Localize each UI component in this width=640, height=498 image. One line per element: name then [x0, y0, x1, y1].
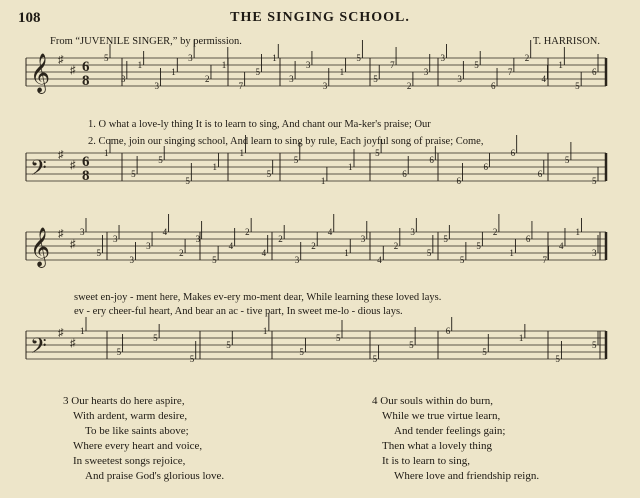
note-numeral: 5	[426, 248, 432, 258]
lyric-line-2-verse-2: ev - ery cheer-ful heart, And bear an ac - tive part, In sweet me-lo - dious lays.	[74, 306, 403, 317]
sharp-icon: ♯	[70, 238, 76, 251]
note-numeral: 6	[592, 67, 597, 77]
stanza-line: While we true virtue learn,	[382, 410, 501, 422]
note-numeral: 1	[320, 176, 326, 186]
note-numeral: 5	[482, 347, 487, 357]
sharp-icon: ♯	[70, 64, 76, 77]
note-numeral: 5	[592, 340, 597, 350]
stanza-line: With ardent, warm desire,	[73, 410, 188, 422]
note-numeral: 3	[146, 241, 151, 251]
note-numeral: 2	[204, 74, 210, 84]
note-numeral: 5	[212, 255, 217, 265]
note-numeral: 1	[339, 67, 345, 77]
note-numeral: 7	[507, 67, 513, 77]
note-numeral: 4	[377, 255, 382, 265]
note-numeral: 2	[278, 234, 283, 244]
note-numeral: 7	[390, 60, 395, 70]
note-numeral: 3	[289, 74, 294, 84]
note-numeral: 5	[131, 169, 136, 179]
note-numeral: 3	[113, 234, 118, 244]
note-numeral: 5	[443, 234, 448, 244]
note-numeral: 5	[375, 148, 380, 158]
note-numeral: 1	[509, 248, 514, 258]
note-numeral: 4	[558, 241, 564, 251]
stanza-line: Then what a lovely thing	[382, 440, 492, 452]
note-numeral: 1	[344, 248, 349, 258]
note-numeral: 5	[459, 255, 465, 265]
stanza-line: And praise God's glorious love.	[85, 470, 225, 482]
note-numeral: 4	[162, 227, 168, 237]
note-numeral: 5	[266, 169, 272, 179]
note-numeral: 1	[575, 227, 580, 237]
note-numeral: 4	[261, 248, 267, 258]
note-numeral: 5	[255, 67, 260, 77]
note-numeral: 3	[129, 255, 135, 265]
note-numeral: 5	[592, 176, 597, 186]
bass-clef-icon: 𝄢	[30, 334, 47, 364]
stanza-4	[372, 394, 539, 484]
note-numeral: 3	[410, 227, 415, 237]
note-numeral: 3	[592, 248, 597, 258]
sharp-icon: ♯	[58, 149, 64, 161]
lyric-line-2-verse-1: sweet en-joy - ment here, Makes ev-ery mo-ment dear, While learning these loved lays.	[74, 292, 442, 303]
bass-clef-icon: 𝄢	[30, 156, 47, 186]
note-numeral: 1	[221, 60, 227, 70]
note-numeral: 2	[311, 241, 316, 251]
note-numeral: 5	[474, 60, 479, 70]
note-numeral: 5	[476, 241, 481, 251]
note-numeral: 3	[294, 255, 300, 265]
note-numeral: 1	[518, 333, 524, 343]
stanza-line: Where love and friendship reign.	[394, 470, 540, 482]
note-numeral: 5	[96, 248, 102, 258]
note-numeral: 2	[179, 248, 184, 258]
note-numeral: 3	[188, 53, 193, 63]
page-number: 108	[18, 10, 41, 26]
additional-stanzas	[0, 394, 640, 494]
note-numeral: 3	[195, 234, 201, 244]
note-numeral: 4	[327, 227, 333, 237]
lyric-line-1-verse-1: 1. O what a love-ly thing It is to learn to sing, And chant our Ma-ker's praise; Our	[88, 119, 431, 130]
note-numeral: 6	[429, 155, 434, 165]
stanza-line: In sweetest songs rejoice,	[73, 455, 186, 467]
note-numeral: 1	[171, 67, 176, 77]
note-numeral: 4	[228, 241, 234, 251]
note-numeral: 6	[402, 169, 407, 179]
note-numeral: 1	[104, 148, 109, 158]
note-numeral: 5	[293, 155, 299, 165]
composer-credit: T. HARRISON.	[532, 36, 600, 47]
note-numeral: 5	[356, 53, 361, 63]
note-numeral: 5	[336, 333, 341, 343]
note-numeral: 5	[185, 176, 190, 186]
note-numeral: 3	[322, 81, 328, 91]
note-numeral: 6	[456, 176, 461, 186]
note-numeral: 5	[564, 155, 570, 165]
note-numeral: 1	[262, 326, 268, 336]
note-numeral: 6	[491, 81, 496, 91]
note-numeral: 5	[189, 354, 195, 364]
note-numeral: 5	[116, 347, 122, 357]
note-numeral: 3	[305, 60, 311, 70]
note-numeral: 3	[80, 227, 85, 237]
time-signature-top: 6	[82, 154, 90, 170]
sharp-icon: ♯	[70, 337, 76, 350]
stanza-3	[63, 394, 224, 484]
note-numeral: 1	[212, 162, 217, 172]
lyric-line-1-verse-2: 2. Come, join our singing school, And learn to sing by rule, Each joyful song of praise; Come,	[88, 136, 484, 147]
note-numeral: 3	[120, 74, 126, 84]
note-numeral: 2	[406, 81, 412, 91]
note-numeral: 3	[360, 234, 366, 244]
note-numeral: 5	[409, 340, 414, 350]
note-numeral: 2	[393, 241, 399, 251]
note-numeral: 1	[348, 162, 353, 172]
source-credit: From “JUVENILE SINGER,” by permission.	[50, 36, 242, 47]
note-numeral: 5	[226, 340, 231, 350]
note-numeral: 5	[372, 354, 378, 364]
note-numeral: 6	[537, 169, 543, 179]
note-numeral: 5	[575, 81, 580, 91]
note-numeral: 1	[80, 326, 85, 336]
sharp-icon: ♯	[58, 54, 64, 66]
note-numeral: 4	[541, 74, 547, 84]
note-numeral: 5	[373, 74, 378, 84]
note-numeral: 5	[158, 155, 163, 165]
note-numeral: 1	[137, 60, 143, 70]
note-numeral: 6	[445, 326, 451, 336]
note-numeral: 1	[558, 60, 563, 70]
note-numeral: 3	[154, 81, 159, 91]
note-numeral: 5	[104, 53, 109, 63]
time-signature-top: 6	[82, 59, 90, 75]
stanza-line: 4 Our souls within do burn,	[372, 395, 493, 407]
stanza-line: It is to learn to sing,	[382, 455, 470, 467]
stanza-line: Where every heart and voice,	[73, 440, 203, 452]
note-numeral: 2	[245, 227, 250, 237]
note-numeral: 2	[492, 227, 498, 237]
note-numeral: 6	[510, 148, 516, 158]
time-signature-bottom: 8	[82, 168, 90, 184]
stanza-line: To be like saints above;	[85, 425, 189, 437]
note-numeral: 3	[457, 74, 462, 84]
note-numeral: 2	[524, 53, 530, 63]
sharp-icon: ♯	[70, 159, 76, 172]
note-numeral: 7	[542, 255, 547, 265]
treble-clef-icon: 𝄞	[30, 227, 51, 267]
sharp-icon: ♯	[58, 228, 64, 240]
page-title: THE SINGING SCHOOL.	[230, 10, 410, 25]
treble-clef-icon: 𝄞	[30, 53, 51, 93]
note-numeral: 5	[153, 333, 158, 343]
note-numeral: 6	[483, 162, 489, 172]
stanza-line: 3 Our hearts do here aspire,	[63, 395, 185, 407]
note-numeral: 6	[525, 234, 531, 244]
stanza-line: And tender feelings gain;	[394, 425, 506, 437]
note-numeral: 7	[238, 81, 244, 91]
note-numeral: 3	[440, 53, 446, 63]
note-numeral: 5	[555, 354, 560, 364]
note-numeral: 5	[299, 347, 304, 357]
note-numeral: 1	[272, 53, 277, 63]
sharp-icon: ♯	[58, 327, 64, 339]
note-numeral: 3	[423, 67, 429, 77]
note-numeral: 1	[239, 148, 245, 158]
time-signature-bottom: 8	[82, 73, 90, 89]
